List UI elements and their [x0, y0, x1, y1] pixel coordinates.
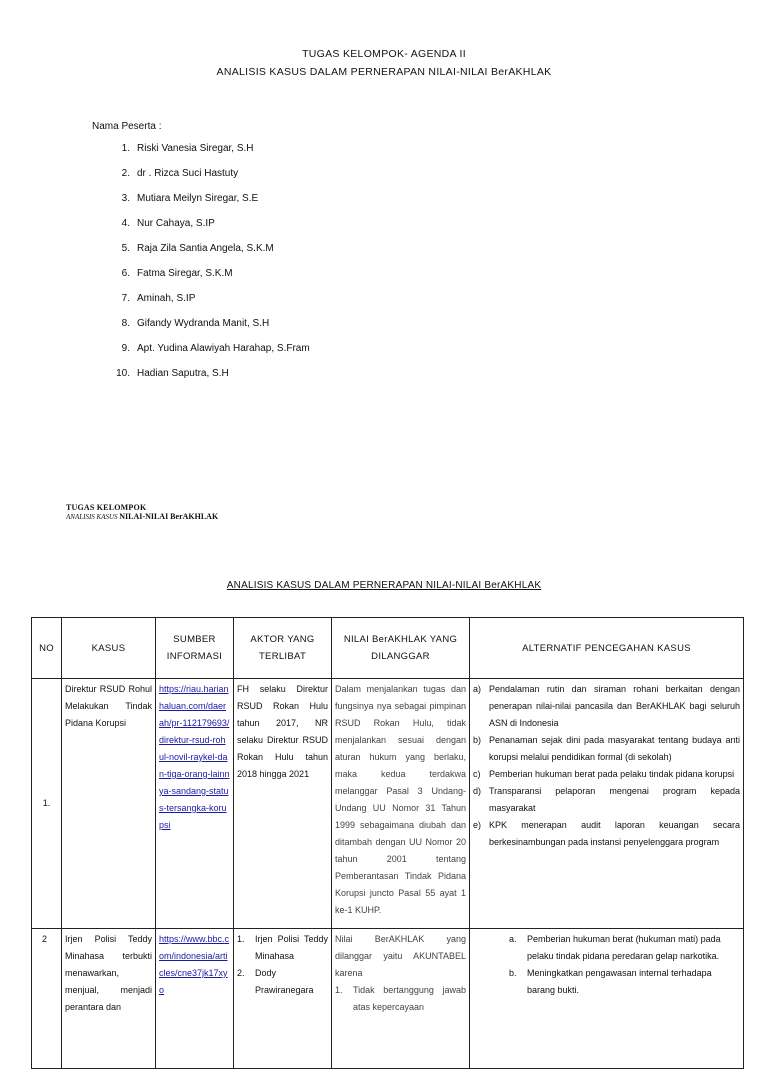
header-alternatif: ALTERNATIF PENCEGAHAN KASUS — [470, 618, 744, 679]
row-nilai — [332, 929, 470, 1069]
list-item: 9. Apt. Yudina Alawiyah Harahap, S.Fram — [121, 343, 310, 354]
list-item: 1. Irjen Polisi Teddy Minahasa — [237, 934, 328, 961]
nilai-intro: Nilai BerAKHLAK yang dilanggar yaitu AKUNTABEL karena — [335, 934, 466, 978]
table-row — [32, 929, 744, 1069]
list-item: b. Meningkatkan pengawasan internal terhadapa barang bukti. — [509, 968, 712, 995]
list-item: 3. Mutiara Meilyn Siregar, S.E — [121, 193, 259, 204]
list-item: b) Penanaman sejak dini pada masyarakat tentang budaya anti korupsi melalui pendidikan formal (di sekolah) — [473, 735, 740, 762]
list-item: 4. Nur Cahaya, S.IP — [121, 218, 215, 229]
list-item: 5. Raja Zila Santia Angela, S.K.M — [121, 243, 274, 254]
row-no: 2 — [32, 929, 62, 1069]
list-item: e) KPK menerapan audit laporan keuangan secara berkesinambungan pada instansi penyelenggara program — [473, 820, 740, 847]
list-item: d) Transparansi pelaporan mengenai program kepada masyarakat — [473, 786, 740, 813]
source-link[interactable]: https://riau.harianhaluan.com/daerah/pr-112179693/direktur-rsud-rohul-novil-raykel-dan-tiga-orang-lainnya-sandang-status-tersangka-korupsi — [159, 684, 230, 830]
page-header-line1: TUGAS KELOMPOK — [66, 503, 147, 512]
participants-list — [108, 143, 310, 393]
table-title: ANALISIS KASUS DALAM PERNERAPAN NILAI-NILAI BerAKHLAK — [226, 580, 542, 591]
row-sumber — [156, 679, 234, 929]
case-analysis-table — [31, 617, 744, 1069]
list-item: 2. dr . Rizca Suci Hastuty — [121, 168, 239, 179]
row-kasus: Irjen Polisi Teddy Minahasa terbukti menawarkan, menjual, menjadi perantara dan — [62, 929, 156, 1069]
table-header-row — [32, 618, 744, 679]
list-item: 6. Fatma Siregar, S.K.M — [121, 268, 233, 279]
header-sumber: SUMBER INFORMASI — [156, 618, 234, 679]
page-header — [66, 503, 218, 521]
header-aktor: AKTOR YANG TERLIBAT — [234, 618, 332, 679]
list-item: c) Pemberian hukuman berat pada pelaku tindak pidana korupsi — [473, 769, 735, 779]
row-kasus: Direktur RSUD Rohul Melakukan Tindak Pidana Korupsi — [62, 679, 156, 929]
table-row — [32, 679, 744, 929]
list-item: 1. Tidak bertanggung jawab atas kepercayaan — [335, 985, 466, 1012]
list-item: a. Pemberian hukuman berat (hukuman mati) pada pelaku tindak pidana peredaran gelap narkotika. — [509, 934, 721, 961]
list-item: 1. Riski Vanesia Siregar, S.H — [121, 143, 254, 154]
header-kasus: KASUS — [62, 618, 156, 679]
source-link[interactable]: https://www.bbc.com/indonesia/articles/cne37jk17xyo — [159, 934, 230, 995]
participants-label: Nama Peserta : — [92, 121, 162, 132]
document-title: TUGAS KELOMPOK- AGENDA II — [302, 48, 466, 60]
list-item: a) Pendalaman rutin dan siraman rohani berkaitan dengan penerapan nilai-nilai pancasila dan BerAKHLAK bagi seluruh ASN di Indonesia — [473, 684, 740, 728]
row-alternatif — [470, 929, 744, 1069]
document-subtitle: ANALISIS KASUS DALAM PERNERAPAN NILAI-NILAI BerAKHLAK — [216, 66, 552, 78]
row-aktor — [234, 929, 332, 1069]
row-no: 1. — [32, 679, 62, 929]
list-item: 8. Gifandy Wydranda Manit, S.H — [121, 318, 270, 329]
header-nilai: NILAI BerAKHLAK YANG DILANGGAR — [332, 618, 470, 679]
list-item: 7. Aminah, S.IP — [121, 293, 196, 304]
row-aktor: FH selaku Direktur RSUD Rokan Hulu tahun 2017, NR selaku Direktur RSUD Rokan Hulu tahun 2018 hingga 2021 — [234, 679, 332, 929]
row-nilai: Dalam menjalankan tugas dan fungsinya nya sebagai pimpinan RSUD Rokan Hulu, tidak menjalankan sesuai dengan aturan hukum yang berlaku, maka kedua terdakwa melanggar Pasal 3 Undang-Undang UU Nomor 31 Tahun 1999 sebagaimana diubah dan ditambah dengan UU Nomor 20 tahun 2001 tentang Pemberantasan Tindak Pidana Korupsi juncto Pasal 55 ayat 1 ke-1 KUHP. — [332, 679, 470, 929]
row-alternatif — [470, 679, 744, 929]
list-item: 10. Hadian Saputra, S.H — [116, 368, 229, 379]
list-item: 2. Dody Prawiranegara — [237, 968, 314, 995]
page-header-line2: ANALISIS KASUS NILAI-NILAI BerAKHLAK — [66, 512, 219, 521]
row-sumber — [156, 929, 234, 1069]
header-no: NO — [32, 618, 62, 679]
